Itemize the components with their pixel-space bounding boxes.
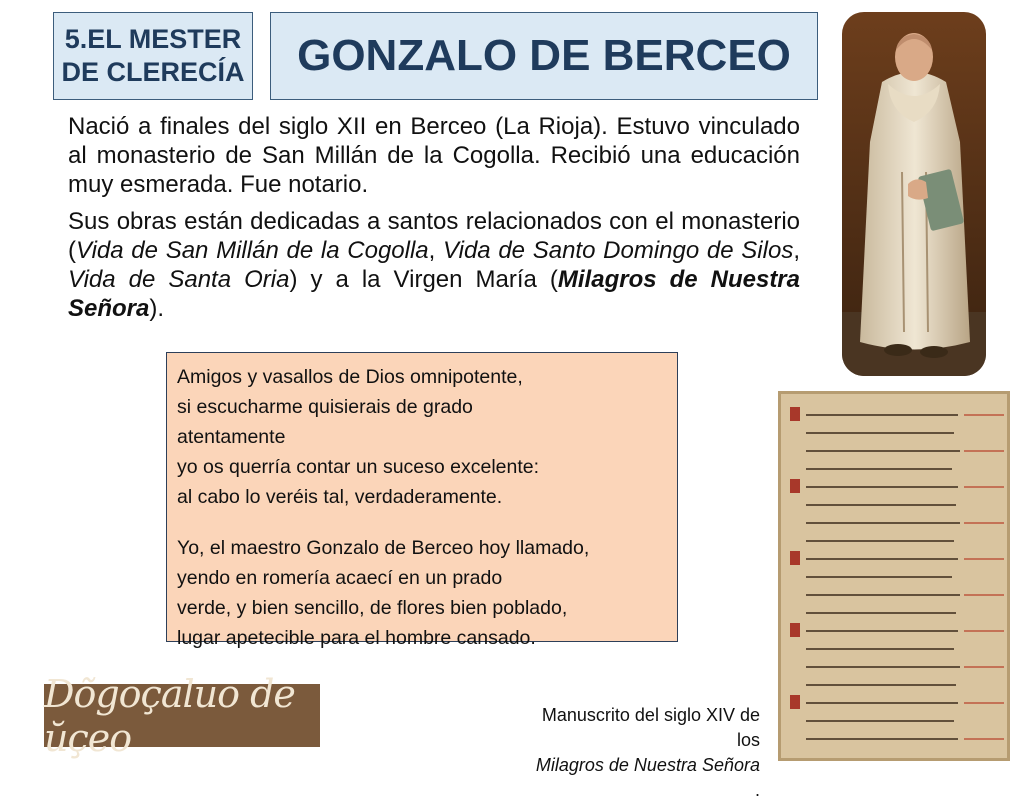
caption-prefix: los: [736, 730, 760, 750]
section-label-line1: 5.EL MESTER: [64, 24, 242, 54]
poem-line: yo os querría contar un suceso excelente:: [177, 456, 540, 478]
paragraph-birth: Nació a finales del siglo XII en Berceo (La Rioja). Estuvo vinculado al monasterio de San Millán de la Cogolla. Recibió una educación muy esmerada. Fue notario.: [68, 113, 800, 198]
signature-lettering: Dõgoçaluo de ŭçeo: [44, 671, 295, 760]
works-separator: ,: [793, 237, 800, 264]
monk-portrait-illustration: [842, 12, 986, 376]
body-text: [68, 112, 800, 331]
page-title-text: GONZALO DE BERCEO: [297, 31, 791, 80]
page-title: [270, 12, 818, 100]
stanza-gap: [177, 512, 667, 533]
poem-line: si escucharme quisierais de grado: [177, 396, 473, 418]
work-title: Vida de San Millán de la Cogolla: [76, 237, 429, 264]
caption-suffix: .: [754, 780, 760, 800]
poem-line: Amigos y vasallos de Dios omnipotente,: [177, 366, 523, 388]
works-text: ) y a la Virgen María (: [289, 266, 558, 293]
signature-image: [44, 671, 320, 760]
monk-portrait-image: [842, 12, 986, 376]
manuscript-caption: [478, 703, 760, 803]
poem-line: verde, y bien sencillo, de flores bien poblado,: [177, 597, 568, 619]
section-label-line2: DE CLERECÍA: [61, 57, 245, 87]
poem-line: al cabo lo veréis tal, verdaderamente.: [177, 486, 503, 508]
caption-line2: [478, 728, 760, 803]
work-title: Vida de Santo Domingo de Silos: [443, 237, 794, 264]
caption-line1: Manuscrito del siglo XIV de: [541, 705, 760, 725]
work-title: Vida de Santa Oria: [68, 266, 290, 293]
section-label: [53, 12, 253, 100]
work-title-main: Milagros de Nuestra Señora: [68, 266, 800, 322]
poem-line: yendo en romería acaecí en un prado: [177, 567, 503, 589]
caption-title: Milagros de Nuestra Señora: [535, 755, 760, 775]
poem-quote-box: [166, 352, 678, 649]
manuscript-illustration: [778, 391, 1010, 761]
poem-line: Yo, el maestro Gonzalo de Berceo hoy llamado,: [177, 537, 590, 559]
works-separator: ,: [428, 237, 444, 264]
works-text: ).: [149, 295, 165, 322]
poem-line: atentamente: [177, 426, 286, 448]
works-text: Sus obras están dedicadas a santos relacionados con el monasterio (: [68, 208, 800, 264]
paragraph-works: [68, 207, 800, 323]
manuscript-image: [778, 391, 1010, 761]
poem-line: lugar apetecible para el hombre cansado.: [177, 627, 536, 649]
